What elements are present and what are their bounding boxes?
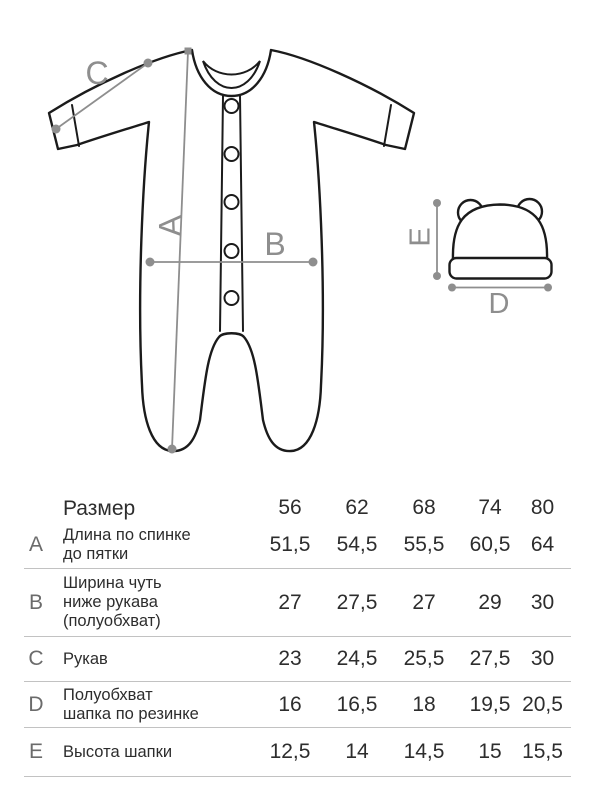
measurement-value: 64 <box>530 533 555 556</box>
row-label-line: Полуобхват <box>63 685 153 704</box>
row-label-line: Длина по спинке <box>63 526 191 544</box>
size-column-header: 56 <box>278 496 302 519</box>
measure-square-dot <box>185 48 192 55</box>
measurement-value: 60,5 <box>469 533 511 556</box>
measure-dot <box>52 125 61 134</box>
size-column-header: 80 <box>530 496 555 519</box>
snap-button <box>225 99 239 113</box>
measure-dot <box>433 272 441 280</box>
row-label-line: до пятки <box>63 545 129 563</box>
measure-dot <box>448 284 456 292</box>
measure-dot <box>168 445 177 454</box>
measurement-value: 16 <box>278 692 302 716</box>
row-label <box>48 574 248 631</box>
measurement-value: 29 <box>478 590 502 614</box>
size-column-header: 74 <box>478 496 502 519</box>
row-label-line: Рукав <box>63 649 108 668</box>
measurement-value: 20,5 <box>522 692 563 716</box>
hat-dome <box>453 205 547 261</box>
table-row <box>24 569 571 637</box>
label-d: D <box>488 288 510 320</box>
size-table <box>24 494 571 777</box>
measurement-value: 19,5 <box>469 692 511 716</box>
row-label <box>48 650 248 669</box>
label-a: A <box>151 214 189 238</box>
measurement-value: 27,5 <box>469 647 511 670</box>
row-letter: C <box>28 647 44 670</box>
measurement-value: 51,5 <box>269 533 311 556</box>
row-label-line: Высота шапки <box>63 742 173 761</box>
snap-button <box>225 291 239 305</box>
measure-dot <box>144 59 153 68</box>
table-header-label: Размер <box>63 496 136 520</box>
hat-brim <box>450 258 552 279</box>
row-label <box>48 526 248 564</box>
row-label-line: шапка по резинке <box>63 704 199 723</box>
measurement-value: 24,5 <box>336 647 378 670</box>
measurement-value: 16,5 <box>336 692 378 716</box>
table-row <box>24 522 571 569</box>
row-letter: B <box>28 590 43 614</box>
measurement-value: 14,5 <box>403 740 445 763</box>
table-row <box>24 682 571 728</box>
measure-dot <box>309 258 318 267</box>
label-e: E <box>404 227 437 247</box>
row-label-line: (полуобхват) <box>63 612 161 630</box>
measurement-value: 27,5 <box>336 590 378 614</box>
snap-button <box>225 147 239 161</box>
table-row <box>24 728 571 777</box>
row-letter: E <box>28 740 43 763</box>
row-label <box>48 743 248 762</box>
measurement-value: 27 <box>278 590 302 614</box>
measurement-value: 15,5 <box>522 740 563 763</box>
snap-button <box>225 244 239 258</box>
table-header-row <box>24 494 571 522</box>
measurement-value: 15 <box>478 740 502 763</box>
measurement-value: 12,5 <box>269 740 311 763</box>
size-column-header: 62 <box>345 496 369 519</box>
onesie-drawing <box>49 50 414 451</box>
measure-dot <box>544 284 552 292</box>
snap-button <box>225 195 239 209</box>
measurement-value: 55,5 <box>403 533 445 556</box>
measurement-value: 23 <box>278 647 302 670</box>
measure-dot <box>146 258 155 267</box>
measurement-value: 25,5 <box>403 647 445 670</box>
row-letter: A <box>28 533 43 556</box>
row-label <box>48 686 248 724</box>
measurement-value: 54,5 <box>336 533 378 556</box>
size-column-header: 68 <box>412 496 436 519</box>
measure-dot <box>433 199 441 207</box>
measurement-value: 27 <box>412 590 436 614</box>
label-c: C <box>85 55 109 91</box>
row-letter: D <box>28 692 44 716</box>
hat-drawing <box>450 199 552 279</box>
label-b: B <box>264 226 286 262</box>
measurement-value: 14 <box>345 740 369 763</box>
collar-crescent <box>203 61 260 88</box>
table-row <box>24 637 571 682</box>
row-label-line: Ширина чуть <box>63 574 162 592</box>
row-label-line: ниже рукава <box>63 593 158 611</box>
measurement-value: 18 <box>412 692 436 716</box>
measurement-value: 30 <box>530 590 555 614</box>
measurement-value: 30 <box>530 647 555 670</box>
